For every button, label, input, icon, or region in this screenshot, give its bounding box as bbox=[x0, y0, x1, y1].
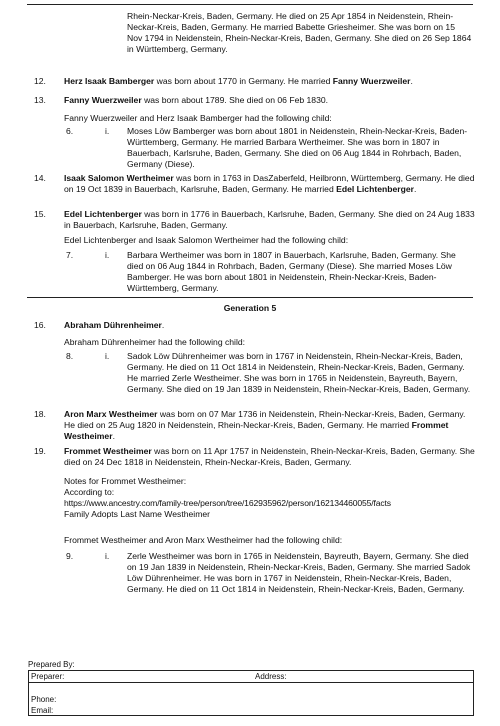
entry-18-text bbox=[64, 409, 477, 442]
prepared-by-label: Prepared By: bbox=[28, 660, 75, 669]
entry-18-number: 18. bbox=[34, 409, 46, 419]
child-9-text: Zerle Westheimer was born in 1765 in Neidenstein, Bayreuth, Bayern, Germany. She died on 19 Jan 1839 in Neidenstein, Rhein-Neckar-Kreis, Baden, Germany. She married Sadok Löw Dührenheimer. He was born in 1767 in Neidenstein, Rhein-Neckar-Kreis, Baden, Germany. He died on 11 Oct 1814 in Neidenstein, Rhein-Neckar-Kreis, Baden, Germany. bbox=[127, 551, 471, 594]
entry-18-spouse: Frommet Westheimer bbox=[64, 419, 449, 441]
child-8-roman: i. bbox=[105, 351, 110, 361]
entry-15-children-intro: Edel Lichtenberger and Isaak Salomon Wertheimer had the following child: bbox=[64, 235, 349, 245]
entry-19-name: Frommet Westheimer bbox=[64, 446, 152, 456]
notes-according: According to: bbox=[64, 486, 115, 497]
entry-12-spouse: Fanny Wuerzweiler bbox=[332, 76, 411, 86]
preparer-box bbox=[28, 670, 474, 716]
entry-19-number: 19. bbox=[34, 446, 46, 456]
child-7-number: 7. bbox=[66, 250, 74, 260]
entry-15-number: 15. bbox=[34, 209, 46, 219]
entry-14-spouse: Edel Lichtenberger bbox=[336, 183, 414, 194]
notes-title: Notes for Frommet Westheimer: bbox=[64, 476, 187, 486]
entry-14-text bbox=[64, 173, 477, 195]
entry-16-number: 16. bbox=[34, 320, 46, 330]
entry-15-text bbox=[64, 209, 477, 231]
child-7-text: Barbara Wertheimer was born in 1807 in Bauerbach, Karlsruhe, Baden, Germany. She died on 06 Aug 1844 in Rohrbach, Baden, Germany (Diese). She married Moses Löw Bamberger. He was born about 1801 in Neidenstein, Rhein-Neckar-Kreis, Baden-Württemberg, Germany. bbox=[127, 250, 456, 293]
email-label: Email: bbox=[31, 706, 54, 715]
notes-url: https://www.ancestry.com/family-tree/person/tree/162935962/person/162134460055/facts bbox=[64, 497, 391, 508]
entry-18-end: . bbox=[112, 430, 115, 441]
generation-title: Generation 5 bbox=[223, 303, 277, 313]
generation-divider bbox=[27, 297, 473, 298]
entry-12-name: Herz Isaak Bamberger bbox=[64, 76, 155, 86]
entry-19-text bbox=[64, 446, 477, 468]
top-rule bbox=[27, 4, 473, 5]
entry-18-name: Aron Marx Westheimer bbox=[64, 409, 158, 419]
entry-14-number: 14. bbox=[34, 173, 46, 183]
notes-family: Family Adopts Last Name Westheimer bbox=[64, 508, 210, 519]
preparer-label: Preparer: bbox=[31, 672, 65, 681]
entry-16-name: Abraham Dührenheimer bbox=[64, 320, 162, 330]
entry-19-children-intro: Frommet Westheimer and Aron Marx Westheimer had the following child: bbox=[64, 535, 343, 545]
entry-12-text bbox=[64, 76, 474, 87]
prepared-by-footer bbox=[28, 660, 474, 716]
child-7-roman: i. bbox=[105, 250, 110, 260]
entry-19-body: was born on 11 Apr 1757 in Neidenstein, Rhein-Neckar-Kreis, Baden, Germany. She died on 24 Dec 1818 in Neidenstein, Rhein-Neckar-Kreis, Baden, Germany. bbox=[64, 446, 475, 467]
entry-11-continuation: Rhein-Neckar-Kreis, Baden, Germany. He died on 25 Apr 1854 in Neidenstein, Rhein-Neckar-Kreis, Baden, Germany. He married Babette Griesheimer. She was born on 15 Nov 1794 in Neidenstein, Rhein-Neckar-Kreis, Baden, Germany. She died on 26 Sep 1864 in Württemberg, Germany. bbox=[127, 11, 472, 54]
entry-13-body: was born about 1789. She died on 06 Feb 1830. bbox=[141, 95, 329, 105]
phone-label: Phone: bbox=[31, 695, 57, 704]
entry-14-end: . bbox=[413, 183, 417, 194]
entry-16-children-intro: Abraham Dührenheimer had the following child: bbox=[64, 337, 246, 347]
child-8-text: Sadok Löw Dührenheimer was born in 1767 in Neidenstein, Rhein-Neckar-Kreis, Baden, Germany. He died on 11 Oct 1814 in Neidenstein, Rhein-Neckar-Kreis, Baden, Germany. He married Zerle Westheimer. She was born in 1765 in Neidenstein, Bayreuth, Bayern, Germany. She died on 19 Jan 1839 in Neidenstein, Rhein-Neckar-Kreis, Baden, Germany. bbox=[127, 351, 471, 394]
entry-16-end: . bbox=[161, 320, 165, 330]
entry-15-name: Edel Lichtenberger bbox=[64, 209, 142, 219]
child-8-number: 8. bbox=[66, 351, 74, 361]
entry-13-text bbox=[64, 95, 474, 106]
address-label: Address: bbox=[255, 672, 287, 681]
entry-12-end: . bbox=[410, 76, 413, 86]
entry-18-body: was born on 07 Mar 1736 in Neidenstein, Rhein-Neckar-Kreis, Baden, Germany. He died on 25 Aug 1820 in Neidenstein, Rhein-Neckar-Kreis, Baden, Germany. He married bbox=[64, 409, 466, 430]
preparer-row-line bbox=[29, 682, 473, 683]
child-9-number: 9. bbox=[66, 551, 74, 561]
child-9-roman: i. bbox=[105, 551, 110, 561]
entry-13-number: 13. bbox=[34, 95, 46, 105]
entry-16-text bbox=[64, 320, 474, 331]
entry-15-body: was born in 1776 in Bauerbach, Karlsruhe, Baden, Germany. She died on 24 Aug 1833 in Bauerbach, Karlsruhe, Baden, Germany. bbox=[64, 209, 475, 230]
entry-13-name: Fanny Wuerzweiler bbox=[64, 95, 142, 105]
entry-12-body: was born about 1770 in Germany. He married bbox=[154, 76, 333, 86]
child-6-roman: i. bbox=[105, 126, 110, 136]
entry-14-body: was born in 1763 in DasZaberfeld, Heilbronn, Württemberg, Germany. He died on 19 Oct 1839 in Bauerbach, Karlsruhe, Baden, Germany. He married bbox=[64, 173, 475, 194]
entry-14-name: Isaak Salomon Wertheimer bbox=[64, 173, 174, 183]
entry-19-notes bbox=[64, 476, 484, 520]
entry-12-number: 12. bbox=[34, 76, 46, 86]
child-6-text: Moses Löw Bamberger was born about 1801 in Neidenstein, Rhein-Neckar-Kreis, Baden-Württemberg, Germany. He married Barbara Wertheimer. She was born in 1807 in Bauerbach, Karlsruhe, Baden, Germany. She died on 06 Aug 1844 in Rohrbach, Baden, Germany (Diese). bbox=[127, 126, 468, 169]
child-6-number: 6. bbox=[66, 126, 74, 136]
entry-13-children-intro: Fanny Wuerzweiler and Herz Isaak Bamberger had the following child: bbox=[64, 113, 332, 123]
